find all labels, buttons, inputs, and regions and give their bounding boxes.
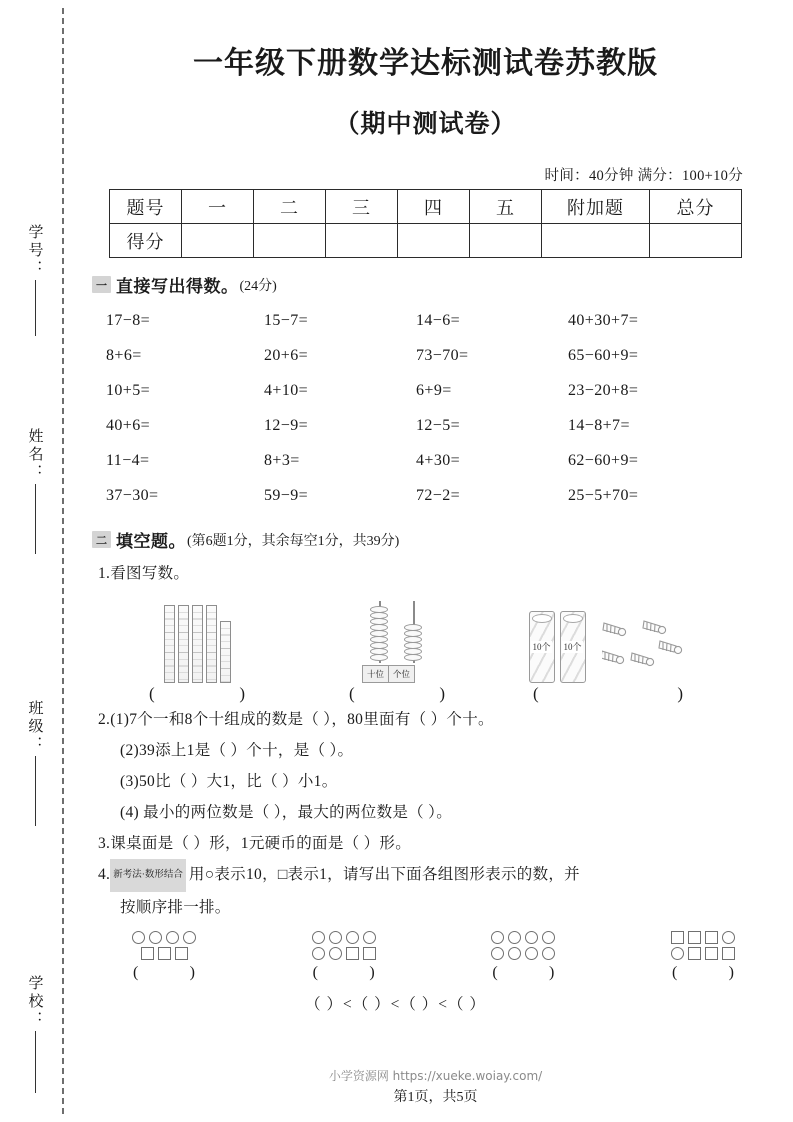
score-table-col-5: 五 [470, 190, 542, 224]
footer-site-url: 小学资源网 https://xueke.woiay.com/ [328, 1069, 543, 1083]
paren-open: ( [133, 964, 139, 981]
score-table-col-bonus: 附加题 [542, 190, 650, 224]
circle-shape-icon [149, 931, 162, 944]
score-table-col-2: 二 [254, 190, 326, 224]
abacus-place-labels [362, 665, 415, 683]
tube-label: 10个 [532, 642, 551, 652]
abacus-beads-ones [404, 625, 422, 661]
margin-label-name: 姓名： [26, 428, 43, 482]
page-subtitle: （期中测试卷） [334, 111, 517, 138]
margin-field-class [18, 700, 52, 826]
score-cell-total[interactable] [650, 224, 742, 258]
circle-shape-icon [542, 947, 555, 960]
score-cell-5[interactable] [470, 224, 542, 258]
arithmetic-item[interactable]: 37−30= [106, 487, 159, 504]
new-method-badge: 新考法·数形结合 [110, 859, 186, 892]
question-2-line-2[interactable]: (2)39添上1是（ ）个十，是（ ）。 [120, 742, 354, 759]
circle-shape-icon [183, 931, 196, 944]
stick-bundle-partial [220, 621, 231, 683]
circle-shape-icon [508, 947, 521, 960]
score-cell-2[interactable] [254, 224, 326, 258]
circle-shape-icon [491, 947, 504, 960]
question-4-shape-groups [132, 931, 735, 982]
left-margin-strip [0, 0, 78, 1122]
margin-label-class: 班级： [26, 700, 43, 754]
margin-label-student-id: 学号： [26, 224, 43, 278]
page-footer [78, 1067, 793, 1106]
score-table-col-3: 三 [326, 190, 398, 224]
question-1-pictures [88, 597, 763, 704]
shape-group-2 [312, 931, 376, 982]
stick-bundle [164, 605, 175, 683]
section-header-1 [92, 272, 763, 297]
shape-row-bottom [491, 947, 555, 960]
circle-shape-icon [671, 947, 684, 960]
arithmetic-item[interactable]: 17−8= [106, 312, 151, 329]
arithmetic-item[interactable]: 4+30= [416, 452, 461, 469]
footer-page-number: 第1页，共5页 [393, 1090, 478, 1105]
score-table-col-1: 一 [182, 190, 254, 224]
question-2-line-3[interactable]: (3)50比（ ）大1，比（ ）小1。 [120, 773, 338, 790]
arithmetic-item[interactable]: 12−5= [416, 417, 461, 434]
arithmetic-item[interactable]: 23−20+8= [568, 382, 639, 399]
arithmetic-item[interactable]: 12−9= [264, 417, 309, 434]
abacus-label-tens: 十位 [363, 666, 389, 682]
margin-rule [35, 756, 36, 826]
margin-field-student-id [18, 224, 52, 336]
score-cell-3[interactable] [326, 224, 398, 258]
arithmetic-item[interactable]: 8+3= [264, 452, 300, 469]
table-row-scores [110, 224, 742, 258]
shuttlecock-icon-group [602, 617, 688, 683]
circle-shape-icon [312, 947, 325, 960]
margin-rule [35, 280, 36, 336]
tubes-illustration [529, 597, 688, 683]
paren-close: ) [239, 684, 245, 703]
score-table-col-total: 总分 [650, 190, 742, 224]
paren-close: ) [728, 964, 734, 981]
arithmetic-grid [106, 303, 763, 513]
arithmetic-item[interactable]: 73−70= [416, 347, 469, 364]
shuttlecock-tube [529, 611, 555, 683]
abacus-bead [370, 654, 388, 661]
arithmetic-item[interactable]: 14−6= [416, 312, 461, 329]
stick-bundle [206, 605, 217, 683]
arithmetic-item[interactable]: 62−60+9= [568, 452, 639, 469]
circle-shape-icon [722, 931, 735, 944]
shape-row-top [671, 931, 735, 944]
answer-blank-paren[interactable] [672, 964, 734, 982]
square-shape-icon [346, 947, 359, 960]
square-shape-icon [671, 931, 684, 944]
paren-close: ) [548, 964, 555, 981]
dashed-fold-line [62, 8, 64, 1114]
shape-group-1 [132, 931, 196, 982]
circle-shape-icon [329, 931, 342, 944]
question-4-line-1 [98, 859, 763, 892]
picture-shuttlecocks [508, 597, 708, 704]
arithmetic-item[interactable]: 15−7= [264, 312, 309, 329]
circle-shape-icon [542, 931, 555, 944]
arithmetic-item[interactable]: 8+6= [106, 347, 142, 364]
square-shape-icon [705, 931, 718, 944]
paren-close: ) [439, 684, 445, 703]
table-row-header [110, 190, 742, 224]
loose-shuttlecocks [602, 617, 688, 683]
arithmetic-item[interactable]: 65−60+9= [568, 347, 639, 364]
circle-shape-icon [363, 931, 376, 944]
paren-close: ) [369, 964, 375, 981]
shape-row-bottom [671, 947, 735, 960]
abacus-bead [404, 654, 422, 661]
arithmetic-item[interactable]: 25−5+70= [568, 487, 639, 504]
score-cell-1[interactable] [182, 224, 254, 258]
margin-rule [35, 484, 36, 554]
abacus-beads-tens [370, 607, 388, 661]
circle-shape-icon [312, 931, 325, 944]
abacus-illustration [354, 597, 440, 683]
score-table-col-4: 四 [398, 190, 470, 224]
section-header-2 [92, 527, 763, 552]
margin-field-name [18, 428, 52, 554]
paren-open: ( [349, 684, 355, 703]
section-marker-icon: 二 [92, 531, 111, 548]
score-cell-4[interactable] [398, 224, 470, 258]
sticks-illustration [164, 597, 231, 683]
section-title-2: 填空题。 [116, 532, 186, 551]
answer-blank-paren[interactable] [133, 964, 195, 982]
arithmetic-item[interactable]: 59−9= [264, 487, 309, 504]
tube-label: 10个 [563, 642, 582, 652]
question-3-line[interactable] [98, 828, 763, 859]
paren-open: ( [149, 684, 155, 703]
score-cell-bonus[interactable] [542, 224, 650, 258]
score-table-row-label-0: 题号 [110, 190, 182, 224]
question-1-text: 看图写数。 [110, 565, 190, 582]
picture-counting-sticks [108, 597, 286, 704]
abacus-label-ones: 个位 [393, 669, 411, 679]
arithmetic-item[interactable]: 6+9= [416, 382, 452, 399]
square-shape-icon [158, 947, 171, 960]
score-table [109, 189, 742, 258]
square-shape-icon [175, 947, 188, 960]
answer-blank-paren[interactable] [149, 684, 245, 704]
stick-bundle [178, 605, 189, 683]
square-shape-icon [722, 947, 735, 960]
question-4-text-1: 用○表示10，□表示1，请写出下面各组图形表示的数，并 [188, 866, 580, 883]
shape-row-bottom [312, 947, 376, 960]
answer-blank-paren[interactable] [492, 964, 554, 982]
section-marker-icon: 一 [92, 276, 111, 293]
shape-row-top [312, 931, 376, 944]
circle-shape-icon [132, 931, 145, 944]
question-1-number: 1. [98, 565, 111, 582]
arithmetic-item[interactable]: 4+10= [264, 382, 309, 399]
arithmetic-item[interactable]: 40+30+7= [568, 312, 639, 329]
section-title-1: 直接写出得数。 [116, 277, 239, 296]
question-4-number: 4. [98, 866, 111, 883]
circle-shape-icon [166, 931, 179, 944]
arithmetic-item[interactable]: 10+5= [106, 382, 151, 399]
question-4-compare-line[interactable]: （ ）<（ ）<（ ）<（ ） [305, 996, 486, 1013]
margin-field-school [18, 975, 52, 1093]
square-shape-icon [688, 931, 701, 944]
arithmetic-item[interactable]: 14−8+7= [568, 417, 630, 434]
score-table-row-label-1: 得分 [110, 224, 182, 258]
question-2-number: 2. [98, 711, 111, 728]
page-title: 一年级下册数学达标测试卷苏教版 [193, 47, 658, 80]
arithmetic-item[interactable]: 72−2= [416, 487, 461, 504]
square-shape-icon [688, 947, 701, 960]
shape-row-bottom [141, 947, 188, 960]
margin-rule [35, 1031, 36, 1093]
question-1-prompt [98, 558, 763, 589]
square-shape-icon [141, 947, 154, 960]
picture-abacus [286, 597, 508, 704]
paren-close: ) [189, 964, 195, 981]
question-2-text-1: (1)7个一和8个十组成的数是（ ），80里面有（ ）个十。 [110, 711, 494, 728]
shape-group-3 [491, 931, 555, 982]
stick-bundle [192, 605, 203, 683]
paren-close: ) [677, 684, 683, 703]
question-2-line-4[interactable]: (4) 最小的两位数是（ ），最大的两位数是（ ）。 [120, 804, 452, 821]
answer-blank-paren[interactable] [349, 684, 445, 704]
answer-blank-paren[interactable] [313, 964, 375, 982]
paren-open: ( [312, 964, 318, 981]
circle-shape-icon [346, 931, 359, 944]
answer-blank-paren[interactable] [533, 684, 683, 704]
question-3-text: 课桌面是（ ）形，1元硬币的面是（ ）形。 [110, 835, 412, 852]
section-points-2: (第6题1分，其余每空1分，共39分) [187, 533, 400, 549]
paren-open: ( [671, 964, 678, 981]
question-2-line-1[interactable] [98, 704, 763, 735]
section-points-1: (24分) [239, 278, 277, 294]
question-3-number: 3. [98, 835, 111, 852]
paren-open: ( [533, 684, 539, 703]
square-shape-icon [363, 947, 376, 960]
arithmetic-item[interactable]: 40+6= [106, 417, 151, 434]
circle-shape-icon [508, 931, 521, 944]
circle-shape-icon [525, 947, 538, 960]
shape-row-top [491, 931, 555, 944]
square-shape-icon [705, 947, 718, 960]
exam-page [78, 0, 793, 1122]
paren-open: ( [492, 964, 498, 981]
shape-row-top [132, 931, 196, 944]
shuttlecock-tube [560, 611, 586, 683]
circle-shape-icon [525, 931, 538, 944]
circle-shape-icon [329, 947, 342, 960]
exam-meta: 时间：40分钟 满分：100+10分 [544, 168, 743, 184]
arithmetic-item[interactable]: 20+6= [264, 347, 309, 364]
margin-label-school: 学校： [26, 975, 43, 1029]
shape-group-4 [671, 931, 735, 982]
circle-shape-icon [491, 931, 504, 944]
arithmetic-item[interactable]: 11−4= [106, 452, 150, 469]
question-4-line-2: 按顺序排一排。 [120, 899, 231, 916]
